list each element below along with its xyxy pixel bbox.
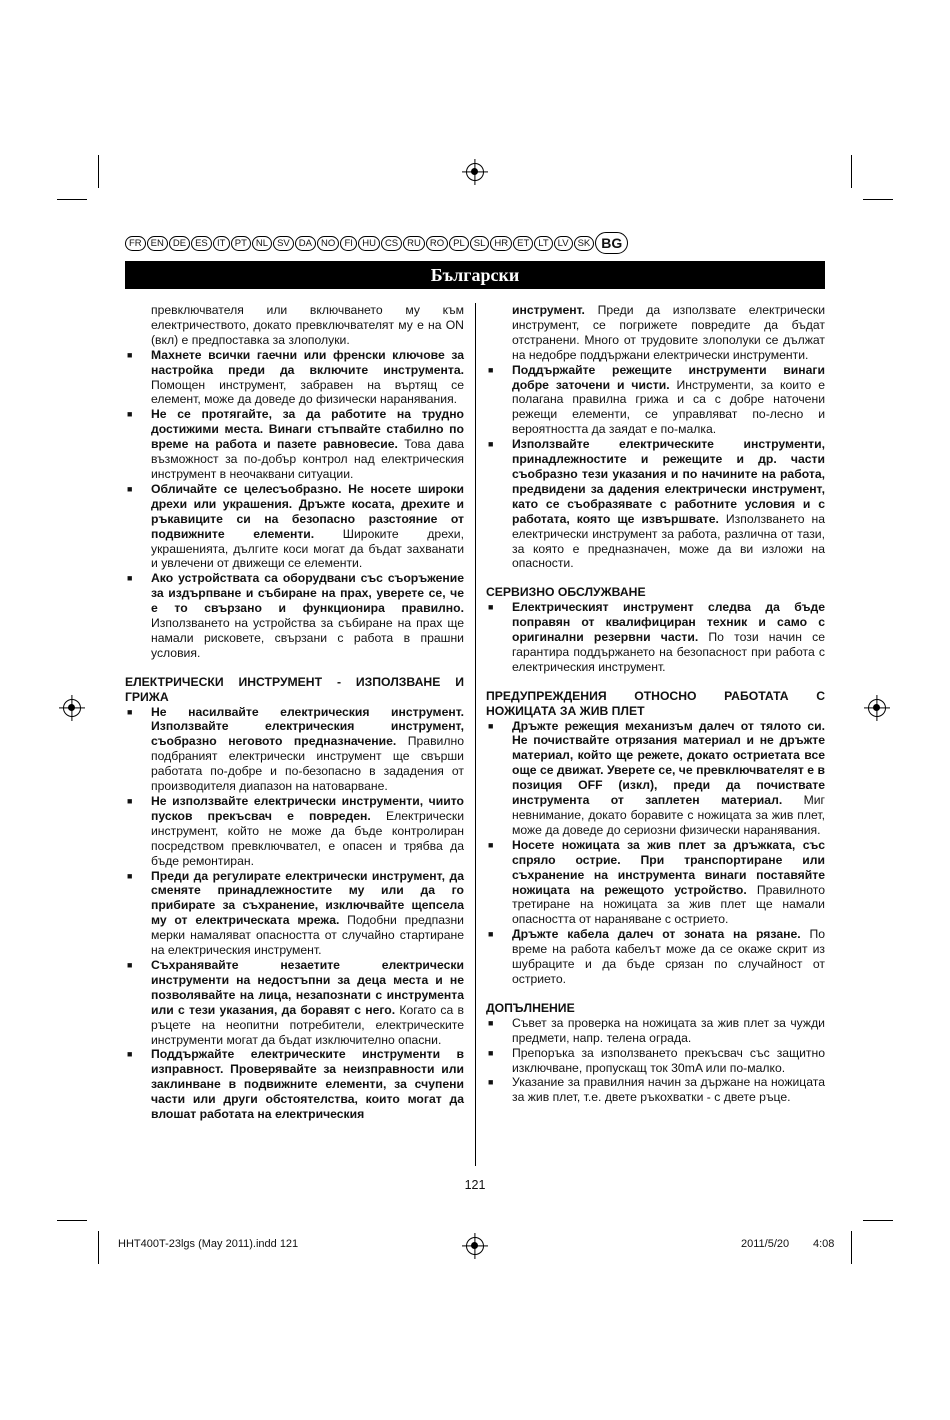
section-heading: ПРЕДУПРЕЖДЕНИЯ ОТНОСНО РАБОТАТА С НОЖИЦАТА ЗА ЖИВ ПЛЕТ [486, 688, 825, 718]
bullet-icon: ■ [488, 929, 494, 940]
footer-time: 4:08 [813, 1238, 835, 1250]
list-item: ■ Поддържайте режещите инструменти винаги добре заточени и чисти. Инструменти, за които е полагана правилна грижа и са с добре наточени режещи елементи, се управляват по-лесно и вероятността да заядат е по-малка. [488, 362, 825, 437]
bullet-icon: ■ [127, 870, 133, 881]
bullet-icon: ■ [488, 1047, 494, 1058]
lang-tab-active: BG [595, 232, 628, 254]
crop-mark [57, 1220, 87, 1221]
lang-tab: PT [231, 236, 251, 251]
crop-mark [851, 155, 852, 188]
lang-tab: DE [169, 236, 190, 251]
page-number: 121 [464, 1178, 486, 1192]
list-item: ■ Обличайте се целесъобразно. Не носете широки дрехи или украшения. Дръжте косата, дрехите и ръкавиците си на безопасно разстояние от подвижните елементи. Широките дрехи, украшенията, дългите коси могат да бъдат захванати и увлечени от движещи се елементи. [127, 481, 464, 571]
lang-tab: IT [213, 236, 230, 251]
crop-mark [851, 1231, 852, 1264]
registration-mark-icon [466, 163, 484, 181]
list-item: ■ Съхранявайте незаетите електрически инструменти на недостъпни за деца места и не позволявайте на лица, незапознати с инструмента или с тези указания, да боравят с него. Когато са в ръцете на неопитни потребители, електрическите инструменти могат да бъдат изключително опасни. [127, 957, 464, 1047]
lang-tab: LT [534, 236, 552, 251]
lang-tab: CS [381, 236, 402, 251]
bullet-icon: ■ [127, 483, 133, 494]
list-item: ■ Не се протягайте, за да работите на трудно достижими места. Винаги стъпвайте стабилно по време на работа и пазете равновесие. Това дава възможност за по-добър контрол над електрическия инструмент в неочаквани ситуации. [127, 407, 464, 481]
bullet-icon: ■ [127, 573, 133, 584]
crop-mark [57, 199, 87, 200]
lang-tab: SK [574, 236, 595, 251]
list-item: ■ Дръжте режещия механизъм далеч от тялото си. Не почиствайте отрязания материал и не дръжте материал, който ще режете, докато остриетата все още се движат. Уверете се, че превключвателят е в позиция OFF (изкл), преди да почиствате инструмента от заплетен материал. Миг невнимание, докато боравите с ножицата за жив плет, може да доведе до сериозни физически наранявания. [488, 718, 825, 837]
crop-mark [863, 199, 893, 200]
bullet-icon: ■ [127, 959, 133, 970]
bullet-icon: ■ [488, 602, 494, 613]
bullet-icon: ■ [127, 706, 133, 717]
lang-tab: DA [295, 236, 316, 251]
lang-tab: NO [317, 236, 339, 251]
section-heading: СЕРВИЗНО ОБСЛУЖВАНЕ [486, 585, 646, 600]
lang-tab: ET [513, 236, 533, 251]
footer-file: HHT400T-23lgs (May 2011).indd 121 [118, 1238, 299, 1250]
registration-mark-icon [63, 699, 81, 717]
bullet-icon: ■ [127, 796, 133, 806]
list-item: ■ Носете ножицата за жив плет за дръжката, със спряло острие. При транспортиране или съхранение на инструмента винаги поставяйте ножицата на режещото устройство. Правилното третиране на ножицата за жив плет ще намали опасността от нараняване с острието. [488, 837, 826, 927]
lang-tab: NL [252, 236, 272, 251]
bullet-icon: ■ [488, 439, 494, 450]
lang-tab: RU [403, 236, 425, 251]
registration-mark-icon [868, 699, 886, 717]
lang-tab: FR [125, 236, 146, 251]
lang-tab: SL [470, 236, 490, 251]
bullet-icon: ■ [488, 1077, 494, 1088]
right-column [486, 303, 825, 1105]
section-heading: ДОПЪЛНЕНИЕ [486, 1000, 575, 1015]
lang-tab: FI [340, 236, 357, 251]
crop-mark [863, 1220, 893, 1221]
list-item: ■ Не насилвайте електрическия инструмент. Използвайте електрическия инструмент, съобразно неговото предназначение. Правилно подбраният електрически инструмент ще свърши работата по-добре и по-безопасно в зададения от производителя диапазон на натоварване. [127, 704, 464, 794]
list-item: ■ Използвайте електрическите инструменти, принадлежностите и режещите и др. части съобразно тези указания и по начините на работа, предвидени за дадения електрически инструмент, като се съобразявате с работните условия и с работата, която ще извършвате. Използването на електрически инструмент за работа, различна от тази, за която е предназначен, може да ви изложи на опасности. [488, 437, 825, 571]
bullet-icon: ■ [127, 349, 133, 360]
list-item: ■ Махнете всички гаечни или френски ключове за настройка преди да включите инструмента. Помощен инструмент, забравен на въртящ се елемент, може да доведе до физически наранявания. [127, 347, 464, 407]
bullet-icon: ■ [488, 720, 494, 731]
paragraph: инструмент. Преди да използвате електрически инструмент, се погрижете повредите да бъдат отстранени. Много от трудовите злополуки се дължат на недобре поддържани електрически инструменти. [512, 303, 825, 362]
lang-tab: EN [147, 236, 168, 251]
list-item: ■ Съвет за проверка на ножицата за жив плет за чужди предмети, напр. телена ограда. [488, 1015, 825, 1045]
list-item: ■ Електрическият инструмент следва да бъде поправян от квалифициран техник и само с оригинални резервни части. По този начин се гарантира поддържането на безопасност при работа с електрическия инструмент. [488, 600, 825, 674]
lang-tab: RO [426, 236, 448, 251]
lang-tab: HR [490, 236, 512, 251]
registration-mark-icon [466, 1237, 484, 1255]
section-heading: ЕЛЕКТРИЧЕСКИ ИНСТРУМЕНТ - ИЗПОЛЗВАНЕ И ГРИЖА [125, 674, 464, 704]
crop-mark [98, 155, 99, 188]
lang-tab: LV [554, 236, 573, 251]
list-item: ■ Преди да регулирате електрически инструмент, да сменяте принадлежностите му или да го прибирате за съхранение, изключвайте щепсела му от електрическата мрежа. Подобни предпазни мерки намаляват опасността от случайно стартиране на електрическия инструмент. [127, 868, 464, 958]
list-item: ■ Ако устройствата са оборудвани със съоръжение за издърпване и събиране на прах, уверете се, че е то свързано и функционира правилно. Използването на устройства за събиране на прах ще намали рисковете, свързани с работа в прашни условия. [127, 571, 464, 660]
lang-tab: HU [358, 236, 380, 251]
list-item: ■ Не използвайте електрически инструменти, чиито пусков прекъсвач е повреден. Електрически инструмент, който не може да бъде контролиран посредством превключвател, е опасен и трябва да бъде ремонтиран. [127, 794, 465, 868]
paragraph: превключвателя или включването му към електричеството, докато превключвателят му е на ON (вкл) е предпоставка за злополуки. [151, 303, 464, 347]
bullet-icon: ■ [127, 1049, 133, 1060]
page-title: Български [125, 261, 825, 289]
list-item: ■ Дръжте кабела далеч от зоната на рязане. По време на работа кабелът може да се окаже скрит из шубраците и да бъде срязан по случайност от острието. [488, 927, 825, 986]
list-item: ■ Поддържайте електрическите инструменти в изправност. Проверявайте за неизправности или заклинване в подвижните елементи, за счупени части или други обстоятелства, които могат да влошат работата на електрическия [127, 1047, 464, 1122]
lang-tab: ES [191, 236, 212, 251]
left-column [125, 303, 464, 1122]
bullet-icon: ■ [488, 364, 494, 375]
crop-mark [98, 1231, 99, 1264]
column-divider [475, 303, 476, 1166]
lang-tab: SV [273, 236, 294, 251]
footer-date: 2011/5/20 [741, 1238, 790, 1250]
list-item: ■ Препоръка за използването прекъсвач със защитно изключване, пропускащ ток 30mA или по-малко. [488, 1045, 825, 1075]
language-tabs [125, 232, 825, 254]
bullet-icon: ■ [488, 839, 494, 850]
bullet-icon: ■ [488, 1017, 494, 1028]
bullet-icon: ■ [127, 409, 133, 420]
lang-tab: PL [449, 236, 469, 251]
list-item: ■ Указание за правилния начин за държане на ножицата за жив плет, т.е. двете ръкохватки - с двете ръце. [488, 1075, 825, 1105]
